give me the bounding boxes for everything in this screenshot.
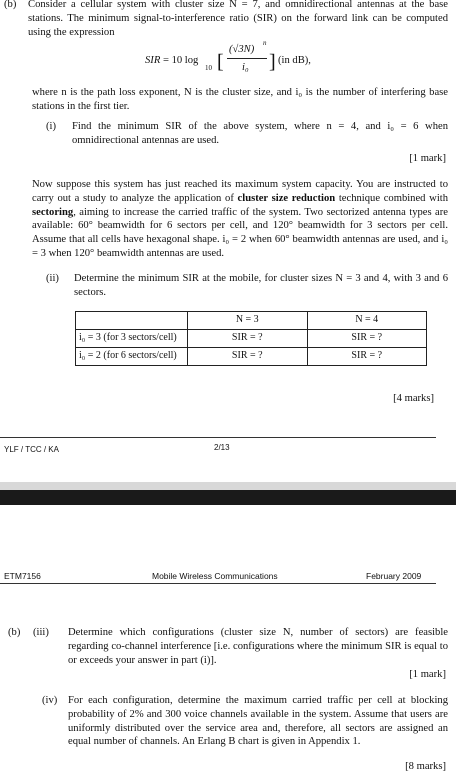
part-b-label: (b) xyxy=(8,627,21,638)
equation-denominator: i₀ xyxy=(242,62,249,73)
table-cell: SIR = ? xyxy=(307,348,427,366)
question-ii-text: Determine the minimum SIR at the mobile, for cluster sizes N = 3 and 4, with 3 and 6 sectors. xyxy=(74,273,448,298)
left-bracket: [ xyxy=(217,51,224,73)
equation-unit: (in dB), xyxy=(278,55,311,66)
footer-page-number: 2/13 xyxy=(214,443,230,452)
table-cell: SIR = ? xyxy=(307,330,427,348)
page-break-bar xyxy=(0,490,456,505)
question-iv-label: (iv) xyxy=(42,695,58,706)
question-iii-marks: [1 mark] xyxy=(409,669,446,680)
page-break xyxy=(0,470,456,505)
question-iii-text: Determine which configurations (cluster size N, number of sectors) are feasible regarding co-channel interference [i.e. configurations where the minimum SIR is equal to or exceeds your answer in part (i)]. xyxy=(68,627,448,666)
equation-numerator: (√3N) xyxy=(229,44,255,55)
table-cell: SIR = ? xyxy=(188,348,308,366)
footer-code: YLF / TCC / KA xyxy=(4,445,59,454)
table-cell: SIR = ? xyxy=(188,330,308,348)
footer-divider xyxy=(0,437,436,438)
header-date: February 2009 xyxy=(366,571,422,581)
page-break-shadow xyxy=(0,482,456,490)
equation-log-base: 10 xyxy=(205,64,212,72)
question-ii-label: (ii) xyxy=(46,273,59,284)
table-row-label: i₀ = 3 (for 3 sectors/cell) xyxy=(76,330,188,348)
table-header-empty xyxy=(76,312,188,330)
part-b-label: (b) xyxy=(4,0,17,10)
header-course-code: ETM7156 xyxy=(4,571,41,581)
table-header-n3: N = 3 xyxy=(188,312,308,330)
table-row xyxy=(76,348,427,366)
question-i-marks: [1 mark] xyxy=(409,153,446,164)
where-explanation: where n is the path loss exponent, N is the cluster size, and i₀ is the number of interfering base stations in the first tier. xyxy=(32,87,448,112)
table-row xyxy=(76,330,427,348)
question-i-text: Find the minimum SIR of the above system, where n = 4, and i₀ = 6 when omnidirectional antennas are used. xyxy=(72,121,448,146)
question-iv-text: For each configuration, determine the maximum carried traffic per cell at blocking probability of 2% and 300 voice channels available in the system. Assume that users are uniformly distributed over the service area and, therefore, all sectors are assigned an equal number of channels. An Erlang B chart is given in Appendix 1. xyxy=(68,695,448,748)
exam-page-2 xyxy=(0,505,456,776)
table-header-row xyxy=(76,312,427,330)
question-iii-label: (iii) xyxy=(33,627,49,638)
sir-table xyxy=(75,311,427,366)
sectoring-scenario: Now suppose this system has just reached its maximum system capacity. You are instructed to carry out a study to analyze the application of cluster size reduction technique combined with sectoring, aiming to increase the carried traffic of the system. Two sectorized antenna types are available: 60° beamwidth for 6 sectors per cell, and 120° beamwidth for 3 sectors per cell. Assume that all cells have hexagonal shape. i₀ = 2 when 60° beamwidth antennas are used, and i₀ = 3 when 120° beamwidth antennas are used. xyxy=(32,179,449,259)
table-header-n4: N = 4 xyxy=(307,312,427,330)
sir-equation xyxy=(145,39,345,82)
question-iv-marks: [8 marks] xyxy=(405,761,446,772)
question-ii-marks: [4 marks] xyxy=(393,393,434,404)
fraction-bar xyxy=(227,58,267,59)
right-bracket: ] xyxy=(269,51,276,73)
header-course-title: Mobile Wireless Communications xyxy=(152,571,278,581)
equation-lhs: SIR = 10 log xyxy=(145,55,199,66)
table-row-label: i₀ = 2 (for 6 sectors/cell) xyxy=(76,348,188,366)
part-b-intro: Consider a cellular system with cluster size N = 7, and omnidirectional antennas at the base stations. The minimum signal-to-interference ratio (SIR) on the forward link can be computed using the expression xyxy=(28,0,448,38)
equation-exponent: n xyxy=(263,39,267,47)
question-i-label: (i) xyxy=(46,121,56,132)
header-divider xyxy=(0,583,436,584)
